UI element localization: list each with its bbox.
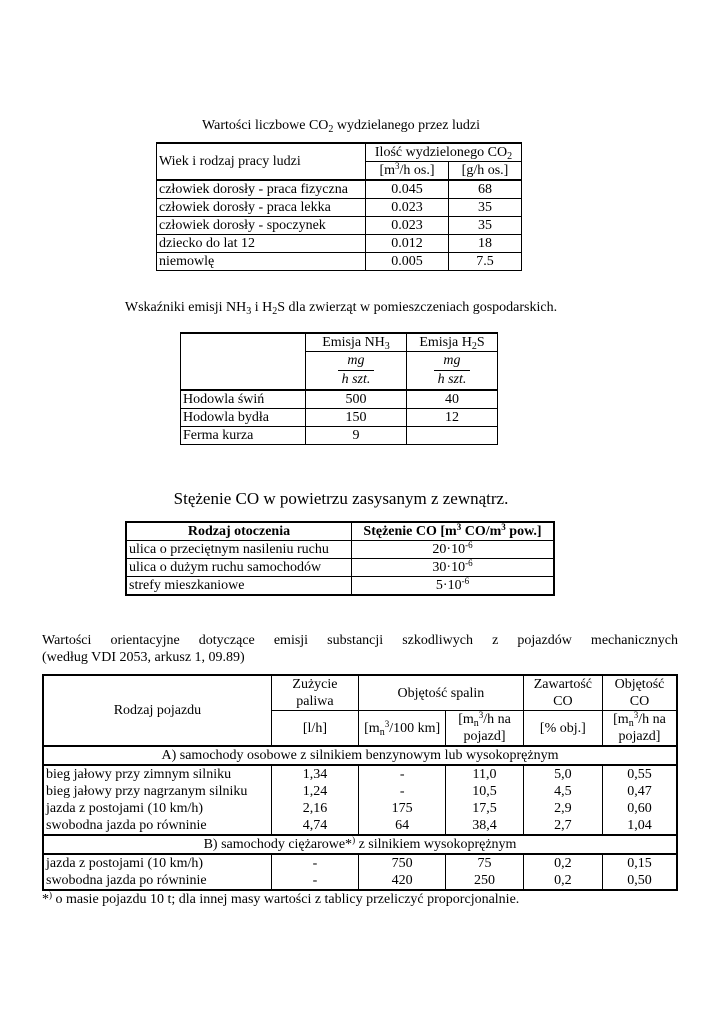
section-a-header: A) samochody osobowe z silnikiem benzynowym lub wysokoprężnym — [43, 746, 677, 765]
row-label: swobodna jazda po równinie — [43, 872, 271, 890]
row-co-percent: 4,5 — [523, 783, 602, 800]
row-g: 35 — [449, 217, 522, 235]
section-b-header: B) samochody ciężarowe*) z silnikiem wysokoprężnym — [43, 835, 677, 854]
table4-unit-lh: [l/h] — [271, 711, 358, 747]
table4-co-volume-header: Objętość CO — [602, 675, 677, 711]
row-per-hour: 11,0 — [446, 765, 523, 783]
row-label: bieg jałowy przy zimnym silniku — [43, 765, 271, 783]
table-row — [43, 872, 677, 890]
row-value: $5\cdot 10^{-6}$ — [352, 577, 555, 596]
row-m3: 0.012 — [366, 235, 449, 253]
table4-unit-obj: [% obj.] — [523, 711, 602, 747]
table-row — [157, 199, 522, 217]
row-m3: 0.023 — [366, 217, 449, 235]
table4-fuel-header: Zużycie paliwa — [271, 675, 358, 711]
table3-title: Stężenie CO w powietrzu zasysanym z zewnątrz. — [173, 489, 509, 508]
animal-emission-table — [180, 332, 498, 445]
row-per-hour: 75 — [446, 854, 523, 872]
row-co-volume: 0,47 — [602, 783, 677, 800]
row-fuel: 1,34 — [271, 765, 358, 783]
table4-unit-100km: [$m_n^3/100$ km] — [358, 711, 445, 747]
row-co-volume: 0,15 — [602, 854, 677, 872]
table-row — [157, 217, 522, 235]
row-g: 35 — [449, 199, 522, 217]
row-co-volume: 0,55 — [602, 765, 677, 783]
row-nh3: 9 — [306, 427, 407, 445]
row-per-100km: 175 — [358, 800, 445, 817]
table-row — [157, 253, 522, 271]
table4-exhaust-header: Objętość spalin — [358, 675, 523, 711]
table4-unit-hpoj: [$m_n^3/h$ na pojazd] — [446, 711, 523, 747]
table1-unit-m3: [$m^3/h$ os.] — [366, 162, 449, 181]
table1-unit-g: [g/h os.] — [449, 162, 522, 181]
row-label: swobodna jazda po równinie — [43, 817, 271, 835]
table4-intro — [42, 632, 678, 666]
table3-col1-header: Rodzaj otoczenia — [126, 522, 352, 541]
vehicle-emission-table — [42, 674, 678, 891]
row-g: 18 — [449, 235, 522, 253]
row-co-percent: 2,9 — [523, 800, 602, 817]
row-co-percent: 0,2 — [523, 854, 602, 872]
row-fuel: - — [271, 872, 358, 890]
table2-nh3-header: Emisja $NH_3$ — [306, 333, 407, 352]
row-fuel: 1,24 — [271, 783, 358, 800]
row-per-hour: 10,5 — [446, 783, 523, 800]
row-label: dziecko do lat 12 — [157, 235, 366, 253]
row-per-100km: 64 — [358, 817, 445, 835]
row-g: 7.5 — [449, 253, 522, 271]
table2-h2s-unit: $\frac{mg}{\text{h szt.}}$ — [407, 352, 498, 391]
row-label: człowiek dorosły - praca lekka — [157, 199, 366, 217]
table4-vehicle-header: Rodzaj pojazdu — [43, 675, 271, 746]
row-per-hour: 17,5 — [446, 800, 523, 817]
table1-title: Wartości liczbowe $CO_2$ wydzielanego przez ludzi — [202, 118, 480, 135]
row-label: Ferma kurza — [181, 427, 306, 445]
row-m3: 0.023 — [366, 199, 449, 217]
table-row — [181, 390, 498, 409]
co-concentration-table — [125, 521, 555, 596]
table4-unit-co: [$m_n^3/h$ na pojazd] — [602, 711, 677, 747]
row-label: ulica o przeciętnym nasileniu ruchu — [126, 541, 352, 559]
table1-group-header: Ilość wydzielonego $CO_2$ — [366, 143, 522, 162]
row-h2s: 40 — [407, 390, 498, 409]
row-label: Hodowla bydła — [181, 409, 306, 427]
row-value: $30\cdot 10^{-6}$ — [352, 559, 555, 577]
table4-footnote: *) o masie pojazdu 10 t; dla innej masy wartości z tablicy przeliczyć proporcjonalnie. — [42, 890, 520, 907]
row-h2s: 12 — [407, 409, 498, 427]
row-nh3: 500 — [306, 390, 407, 409]
table2-nh3-unit: $\frac{mg}{\text{h szt.}}$ — [306, 352, 407, 391]
row-co-percent: 2,7 — [523, 817, 602, 835]
row-per-hour: 38,4 — [446, 817, 523, 835]
row-co-percent: 0,2 — [523, 872, 602, 890]
co2-people-table — [156, 142, 522, 271]
table1-col1-header: Wiek i rodzaj pracy ludzi — [157, 143, 366, 180]
table-row — [181, 427, 498, 445]
row-label: Hodowla świń — [181, 390, 306, 409]
table2-corner-cell — [181, 333, 306, 390]
row-label: ulica o dużym ruchu samochodów — [126, 559, 352, 577]
row-label: bieg jałowy przy nagrzanym silniku — [43, 783, 271, 800]
row-label: człowiek dorosły - praca fizyczna — [157, 180, 366, 199]
table-row — [126, 559, 554, 577]
row-per-100km: 420 — [358, 872, 445, 890]
row-co-volume: 1,04 — [602, 817, 677, 835]
row-fuel: - — [271, 854, 358, 872]
row-per-100km: - — [358, 783, 445, 800]
row-per-hour: 250 — [446, 872, 523, 890]
row-fuel: 4,74 — [271, 817, 358, 835]
row-per-100km: 750 — [358, 854, 445, 872]
row-nh3: 150 — [306, 409, 407, 427]
row-label: jazda z postojami (10 km/h) — [43, 800, 271, 817]
row-label: jazda z postojami (10 km/h) — [43, 854, 271, 872]
row-co-volume: 0,50 — [602, 872, 677, 890]
row-m3: 0.005 — [366, 253, 449, 271]
row-co-percent: 5,0 — [523, 765, 602, 783]
row-g: 68 — [449, 180, 522, 199]
table-row — [126, 541, 554, 559]
row-label: człowiek dorosły - spoczynek — [157, 217, 366, 235]
table-row — [126, 577, 554, 596]
table-row — [43, 765, 677, 783]
table3-col2-header: Stężenie CO [$m^3$ $CO/m^3$ pow.] — [352, 522, 555, 541]
row-m3: 0.045 — [366, 180, 449, 199]
table-row — [43, 854, 677, 872]
row-co-volume: 0,60 — [602, 800, 677, 817]
table-row — [181, 409, 498, 427]
row-label: niemowlę — [157, 253, 366, 271]
row-label: strefy mieszkaniowe — [126, 577, 352, 596]
table-row — [157, 180, 522, 199]
table-row — [43, 817, 677, 835]
table4-intro-line2: (według VDI 2053, arkusz 1, 09.89) — [42, 650, 245, 665]
table4-co-content-header: Zawartość CO — [523, 675, 602, 711]
table-row — [157, 235, 522, 253]
row-fuel: 2,16 — [271, 800, 358, 817]
row-value: $20\cdot 10^{-6}$ — [352, 541, 555, 559]
table-row — [43, 783, 677, 800]
row-h2s — [407, 427, 498, 445]
table2-h2s-header: Emisja $H_2S$ — [407, 333, 498, 352]
table4-intro-line1: Wartości orientacyjne dotyczące emisji substancji szkodliwych z pojazdów mechanicznych — [42, 633, 678, 648]
table2-title: Wskaźniki emisji $NH_3$ i $H_2S$ dla zwierząt w pomieszczeniach gospodarskich. — [124, 300, 558, 317]
row-per-100km: - — [358, 765, 445, 783]
table-row — [43, 800, 677, 817]
